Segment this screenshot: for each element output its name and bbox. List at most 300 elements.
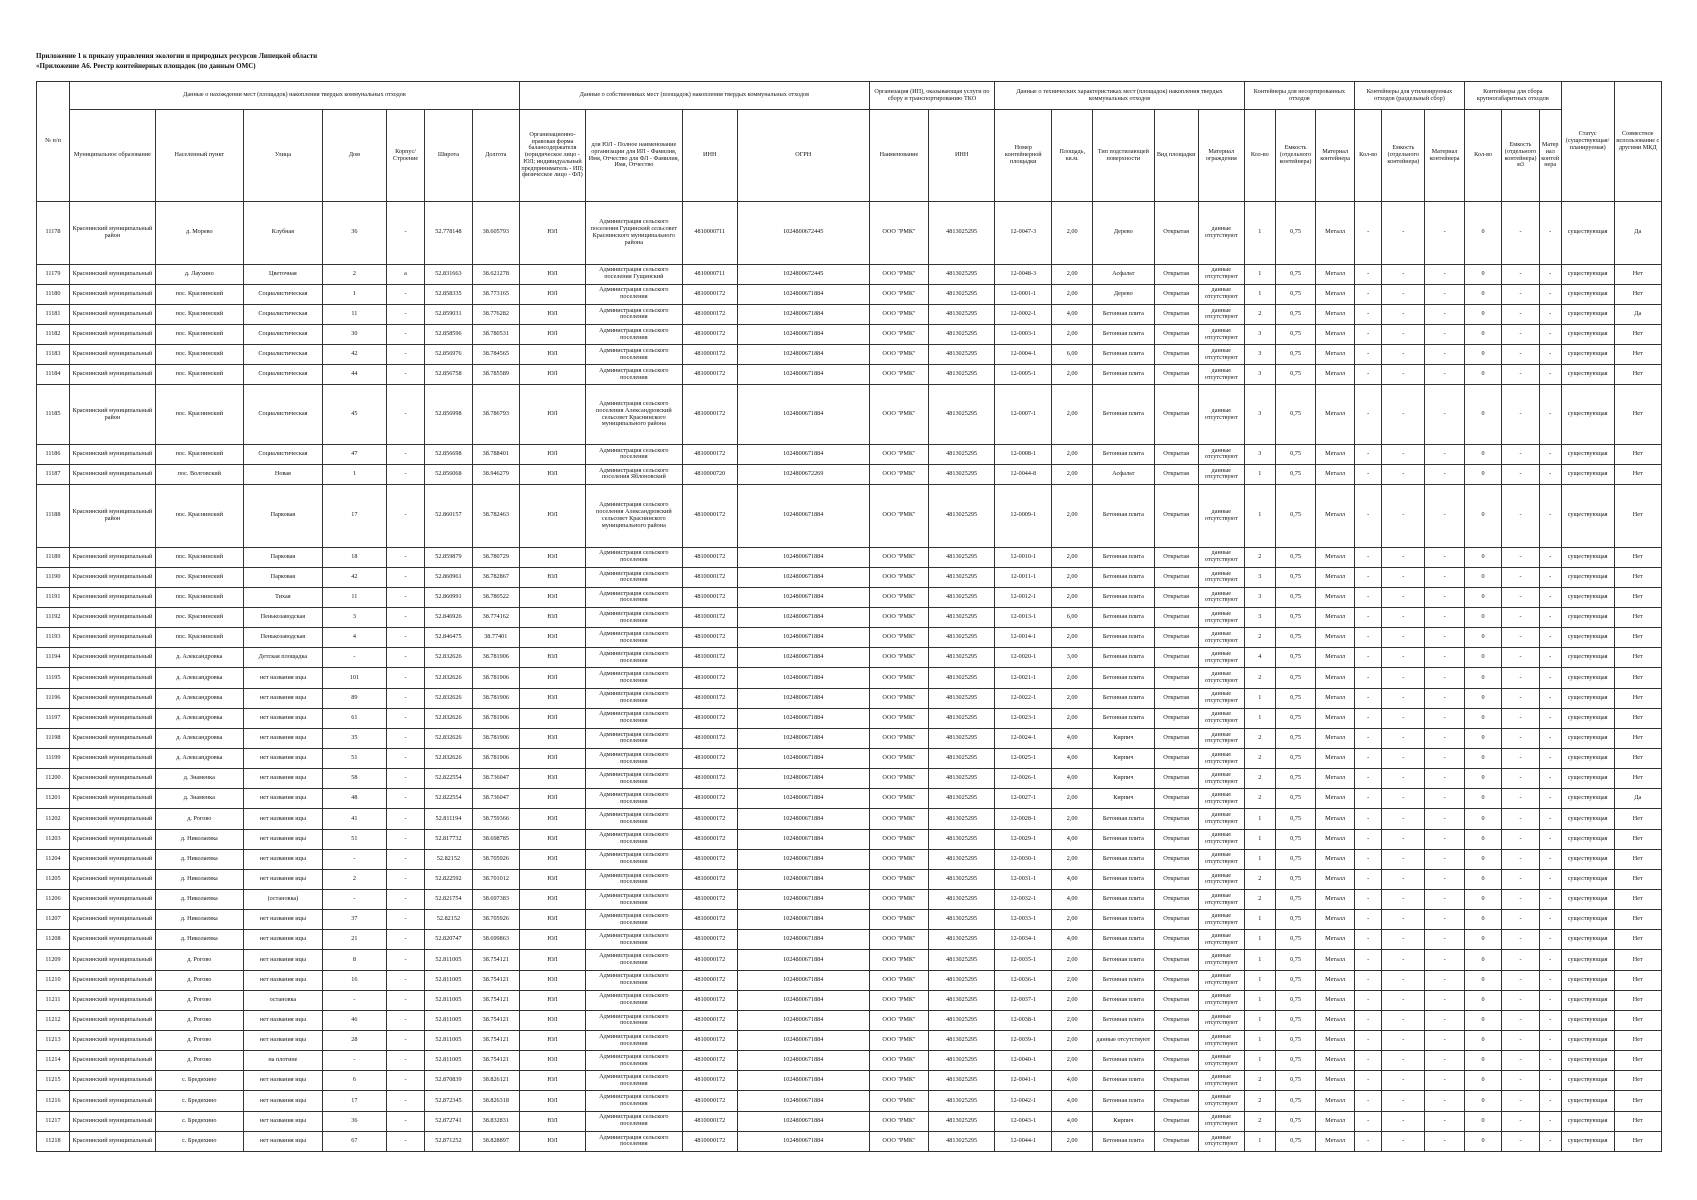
table-cell: ООО "РМК" bbox=[869, 930, 928, 950]
table-cell: 4810000172 bbox=[682, 547, 737, 567]
table-cell: 45 bbox=[322, 385, 386, 444]
table-cell: Администрация сельского поселения bbox=[585, 567, 682, 587]
table-cell: - bbox=[1354, 284, 1382, 304]
table-cell: - bbox=[1425, 1091, 1465, 1111]
table-cell: 2,00 bbox=[1052, 385, 1093, 444]
table-cell: 4813025295 bbox=[929, 648, 995, 668]
table-cell: д. Рогово bbox=[155, 809, 243, 829]
table-cell: - bbox=[386, 728, 425, 748]
table-cell: 4810000720 bbox=[682, 464, 737, 484]
table-cell: 0 bbox=[1464, 324, 1501, 344]
table-cell: - bbox=[1425, 264, 1465, 284]
table-row bbox=[37, 365, 1662, 385]
table-row bbox=[37, 324, 1662, 344]
table-cell: 12-0030-1 bbox=[995, 849, 1052, 869]
table-cell: 12-0044-8 bbox=[995, 464, 1052, 484]
table-cell: - bbox=[386, 829, 425, 849]
table-cell: Открытая bbox=[1154, 345, 1198, 365]
table-cell: - bbox=[1502, 970, 1539, 990]
table-cell: - bbox=[386, 464, 425, 484]
table-cell: 2,00 bbox=[1052, 809, 1093, 829]
table-cell: с. Бредихино bbox=[155, 1111, 243, 1131]
table-cell: - bbox=[1382, 365, 1425, 385]
table-cell: 52.859879 bbox=[425, 547, 472, 567]
table-cell: Бетонная плита bbox=[1093, 1131, 1155, 1151]
table-cell: 52.822554 bbox=[425, 789, 472, 809]
table-cell: на плотине bbox=[243, 1051, 322, 1071]
table-cell: - bbox=[1425, 464, 1465, 484]
table-cell: Краснинский муниципальный bbox=[70, 648, 156, 668]
table-cell: существующая bbox=[1561, 587, 1614, 607]
table-cell: 1024800671884 bbox=[737, 849, 869, 869]
table-cell: д. Рогово bbox=[155, 1051, 243, 1071]
table-cell: 89 bbox=[322, 688, 386, 708]
table-cell: - bbox=[1382, 1010, 1425, 1030]
table-cell: - bbox=[1382, 930, 1425, 950]
table-cell: 12-0007-1 bbox=[995, 385, 1052, 444]
table-cell: 4810000172 bbox=[682, 910, 737, 930]
table-cell: - bbox=[1539, 668, 1561, 688]
table-cell: Металл bbox=[1316, 1071, 1355, 1091]
table-cell: пос. Краснинский bbox=[155, 324, 243, 344]
table-cell: 0,75 bbox=[1275, 264, 1316, 284]
table-cell: 52.860961 bbox=[425, 567, 472, 587]
table-cell: - bbox=[1425, 1071, 1465, 1091]
table-cell: 4813025295 bbox=[929, 1051, 995, 1071]
table-cell: Администрация сельского поселения bbox=[585, 769, 682, 789]
table-cell: - bbox=[386, 749, 425, 769]
table-cell: Металл bbox=[1316, 809, 1355, 829]
table-cell: 4813025295 bbox=[929, 628, 995, 648]
table-cell: данные отсутствуют bbox=[1198, 567, 1244, 587]
table-cell: ЮЛ bbox=[519, 910, 585, 930]
table-cell: 2,00 bbox=[1052, 1131, 1093, 1151]
table-cell: 4813025295 bbox=[929, 910, 995, 930]
table-cell: Нет bbox=[1614, 1091, 1662, 1111]
table-cell: Дерево bbox=[1093, 202, 1155, 265]
table-cell: существующая bbox=[1561, 930, 1614, 950]
table-cell: 1024800671884 bbox=[737, 1030, 869, 1050]
group-header-unsorted-containers: Контейнеры для несортированных отходов bbox=[1244, 82, 1354, 110]
table-cell: Парковая bbox=[243, 567, 322, 587]
table-cell: д. Морево bbox=[155, 202, 243, 265]
table-cell: 52.811005 bbox=[425, 1030, 472, 1050]
table-cell: - bbox=[386, 1111, 425, 1131]
table-row bbox=[37, 1091, 1662, 1111]
table-cell: 12-0043-1 bbox=[995, 1111, 1052, 1131]
table-cell: - bbox=[1425, 1010, 1465, 1030]
table-cell: 12-0022-1 bbox=[995, 688, 1052, 708]
table-cell: - bbox=[1382, 749, 1425, 769]
table-cell: существующая bbox=[1561, 970, 1614, 990]
table-cell: нет названия ицы bbox=[243, 1071, 322, 1091]
table-cell: ЮЛ bbox=[519, 464, 585, 484]
table-cell: д. Николаевка bbox=[155, 889, 243, 909]
table-cell: Краснинский муниципальный bbox=[70, 910, 156, 930]
table-row bbox=[37, 608, 1662, 628]
table-cell: 0 bbox=[1464, 608, 1501, 628]
table-cell: 1024800671884 bbox=[737, 365, 869, 385]
table-cell: Металл bbox=[1316, 345, 1355, 365]
table-cell: - bbox=[1382, 869, 1425, 889]
table-cell: 1024800671884 bbox=[737, 668, 869, 688]
table-cell: - bbox=[1425, 304, 1465, 324]
table-cell: - bbox=[1354, 869, 1382, 889]
table-cell: д. Рогово bbox=[155, 990, 243, 1010]
table-cell: Краснинский муниципальный bbox=[70, 264, 156, 284]
table-cell: - bbox=[1539, 385, 1561, 444]
table-cell: Администрация сельского поселения bbox=[585, 304, 682, 324]
table-cell: Металл bbox=[1316, 587, 1355, 607]
table-cell: - bbox=[386, 284, 425, 304]
table-cell: 0,75 bbox=[1275, 324, 1316, 344]
table-cell: 1024800672445 bbox=[737, 202, 869, 265]
table-cell: 52.858335 bbox=[425, 284, 472, 304]
table-cell: - bbox=[1382, 728, 1425, 748]
table-cell: Администрация сельского поселения bbox=[585, 1131, 682, 1151]
table-row bbox=[37, 1131, 1662, 1151]
table-cell: существующая bbox=[1561, 869, 1614, 889]
table-cell: - bbox=[386, 668, 425, 688]
table-cell: Нет bbox=[1614, 1030, 1662, 1050]
table-cell: существующая bbox=[1561, 608, 1614, 628]
table-cell: - bbox=[1354, 345, 1382, 365]
table-cell: существующая bbox=[1561, 950, 1614, 970]
table-cell: 38.781906 bbox=[472, 648, 519, 668]
table-cell: - bbox=[1539, 950, 1561, 970]
table-cell: Металл bbox=[1316, 749, 1355, 769]
table-cell: - bbox=[1382, 264, 1425, 284]
group-header-recycled-containers: Контейнеры для утилизируемых отходов (раздельный сбор) bbox=[1354, 82, 1464, 110]
table-cell: Нет bbox=[1614, 324, 1662, 344]
table-cell: - bbox=[1502, 587, 1539, 607]
table-cell: 12-0008-1 bbox=[995, 444, 1052, 464]
table-cell: 52.821754 bbox=[425, 889, 472, 909]
table-cell: 52.811005 bbox=[425, 1051, 472, 1071]
table-cell: 0 bbox=[1464, 869, 1501, 889]
table-cell: - bbox=[386, 769, 425, 789]
table-cell: ООО "РМК" bbox=[869, 769, 928, 789]
table-cell: 11186 bbox=[37, 444, 70, 464]
table-cell: 38.784565 bbox=[472, 345, 519, 365]
table-cell: 0,75 bbox=[1275, 789, 1316, 809]
table-cell: 36 bbox=[322, 202, 386, 265]
table-cell: Металл bbox=[1316, 264, 1355, 284]
table-cell: Краснинский муниципальный bbox=[70, 829, 156, 849]
table-cell: - bbox=[322, 990, 386, 1010]
table-cell: нет названия ицы bbox=[243, 849, 322, 869]
table-cell: 12-0035-1 bbox=[995, 950, 1052, 970]
table-cell: - bbox=[1425, 628, 1465, 648]
table-cell: Бетонная плита bbox=[1093, 1051, 1155, 1071]
table-cell: 4810000172 bbox=[682, 365, 737, 385]
table-cell: ООО "РМК" bbox=[869, 628, 928, 648]
table-cell: - bbox=[386, 869, 425, 889]
table-cell: 1024800671884 bbox=[737, 930, 869, 950]
table-cell: Нет bbox=[1614, 648, 1662, 668]
table-cell: существующая bbox=[1561, 910, 1614, 930]
table-cell: - bbox=[1354, 444, 1382, 464]
table-cell: - bbox=[1502, 284, 1539, 304]
table-cell: 38.697383 bbox=[472, 889, 519, 909]
table-cell: Нет bbox=[1614, 668, 1662, 688]
table-cell: Бетонная плита bbox=[1093, 889, 1155, 909]
table-cell: ООО "РМК" bbox=[869, 970, 928, 990]
table-cell: Администрация сельского поселения bbox=[585, 789, 682, 809]
table-cell: 12-0047-3 bbox=[995, 202, 1052, 265]
table-cell: д. Николаевка bbox=[155, 829, 243, 849]
table-cell: 4810000172 bbox=[682, 385, 737, 444]
table-cell: 12-0012-1 bbox=[995, 587, 1052, 607]
table-cell: 11182 bbox=[37, 324, 70, 344]
table-cell: - bbox=[386, 970, 425, 990]
table-cell: 0 bbox=[1464, 970, 1501, 990]
table-cell: ЮЛ bbox=[519, 708, 585, 728]
table-cell: Краснинский муниципальный bbox=[70, 587, 156, 607]
table-cell: данные отсутствуют bbox=[1198, 930, 1244, 950]
table-cell: 2,00 bbox=[1052, 365, 1093, 385]
table-cell: Администрация сельского поселения bbox=[585, 1051, 682, 1071]
col-header: Емкость (отдельного контейнера) м3 bbox=[1502, 110, 1539, 202]
table-cell: 38.754121 bbox=[472, 1051, 519, 1071]
table-cell: - bbox=[1425, 910, 1465, 930]
table-cell: - bbox=[1382, 547, 1425, 567]
table-cell: - bbox=[1425, 1030, 1465, 1050]
table-cell: Администрация сельского поселения bbox=[585, 708, 682, 728]
table-cell: 12-0037-1 bbox=[995, 990, 1052, 1010]
table-cell: 4810000172 bbox=[682, 324, 737, 344]
table-cell: - bbox=[1382, 910, 1425, 930]
table-cell: Клубная bbox=[243, 202, 322, 265]
table-cell: Металл bbox=[1316, 910, 1355, 930]
table-cell: 38.77401 bbox=[472, 628, 519, 648]
table-cell: - bbox=[1539, 910, 1561, 930]
table-cell: 38.605793 bbox=[472, 202, 519, 265]
table-cell: ООО "РМК" bbox=[869, 1051, 928, 1071]
table-cell: Бетонная плита bbox=[1093, 1010, 1155, 1030]
col-header: Кол-во bbox=[1244, 110, 1275, 202]
table-cell: ЮЛ bbox=[519, 648, 585, 668]
table-cell: 12-0032-1 bbox=[995, 889, 1052, 909]
table-cell: 52.860991 bbox=[425, 587, 472, 607]
table-cell: данные отсутствуют bbox=[1198, 910, 1244, 930]
table-cell: Бетонная плита bbox=[1093, 910, 1155, 930]
table-cell: - bbox=[1425, 869, 1465, 889]
table-cell: 3 bbox=[1244, 324, 1275, 344]
table-cell: - bbox=[1539, 1131, 1561, 1151]
table-cell: 41 bbox=[322, 809, 386, 829]
table-row bbox=[37, 1111, 1662, 1131]
table-cell: Нет bbox=[1614, 345, 1662, 365]
table-cell: Краснинский муниципальный bbox=[70, 889, 156, 909]
table-cell: 4813025295 bbox=[929, 950, 995, 970]
table-cell: - bbox=[1502, 304, 1539, 324]
table-cell: - bbox=[1539, 990, 1561, 1010]
table-cell: - bbox=[386, 567, 425, 587]
table-cell: 52.859031 bbox=[425, 304, 472, 324]
table-cell: 11191 bbox=[37, 587, 70, 607]
table-cell: Металл bbox=[1316, 849, 1355, 869]
table-cell: ЮЛ bbox=[519, 829, 585, 849]
table-cell: ЮЛ bbox=[519, 1091, 585, 1111]
table-cell: 1 bbox=[1244, 1010, 1275, 1030]
table-cell: 1 bbox=[1244, 708, 1275, 728]
table-cell: ЮЛ bbox=[519, 990, 585, 1010]
table-cell: - bbox=[1539, 567, 1561, 587]
table-cell: Новая bbox=[243, 464, 322, 484]
table-cell: - bbox=[1425, 728, 1465, 748]
table-cell: 11213 bbox=[37, 1030, 70, 1050]
col-header: Организационно-правовая форма балансодержателя (юридическое лицо - ЮЛ; индивидуальный предприниматель - ИП; физическое лицо - ФЛ) bbox=[519, 110, 585, 202]
table-cell: 0 bbox=[1464, 1010, 1501, 1030]
table-cell: - bbox=[386, 990, 425, 1010]
table-cell: Администрация сельского поселения bbox=[585, 829, 682, 849]
table-cell: ЮЛ bbox=[519, 1030, 585, 1050]
table-cell: Открытая bbox=[1154, 889, 1198, 909]
table-cell: 1 bbox=[1244, 1051, 1275, 1071]
table-cell: Бетонная плита bbox=[1093, 345, 1155, 365]
table-cell: 4810000172 bbox=[682, 930, 737, 950]
table-cell: Металл bbox=[1316, 304, 1355, 324]
table-row bbox=[37, 202, 1662, 265]
table-cell: - bbox=[1502, 464, 1539, 484]
table-cell: - bbox=[1425, 567, 1465, 587]
table-row bbox=[37, 869, 1662, 889]
table-cell: 1024800671884 bbox=[737, 889, 869, 909]
table-cell: - bbox=[1502, 869, 1539, 889]
table-row bbox=[37, 950, 1662, 970]
table-cell: Бетонная плита bbox=[1093, 869, 1155, 889]
table-cell: 0 bbox=[1464, 668, 1501, 688]
header-line-1: Приложение 1 к приказу управления экологии и природных ресурсов Липецкой области bbox=[36, 52, 318, 60]
table-cell: Администрация сельского поселения bbox=[585, 889, 682, 909]
table-cell: Открытая bbox=[1154, 1091, 1198, 1111]
table-cell: Цветочная bbox=[243, 264, 322, 284]
table-cell: существующая bbox=[1561, 1030, 1614, 1050]
table-cell: 4810000711 bbox=[682, 202, 737, 265]
table-cell: 4810000172 bbox=[682, 728, 737, 748]
table-cell: 11208 bbox=[37, 930, 70, 950]
table-cell: 1024800671884 bbox=[737, 910, 869, 930]
table-cell: - bbox=[1382, 849, 1425, 869]
table-cell: 1 bbox=[322, 284, 386, 304]
table-cell: 11204 bbox=[37, 849, 70, 869]
table-cell: - bbox=[1382, 1030, 1425, 1050]
table-cell: - bbox=[1354, 829, 1382, 849]
table-cell: - bbox=[1539, 284, 1561, 304]
table-cell: Краснинский муниципальный район bbox=[70, 385, 156, 444]
table-cell: 38.736047 bbox=[472, 769, 519, 789]
table-cell: 1024800671884 bbox=[737, 809, 869, 829]
table-cell: 4813025295 bbox=[929, 889, 995, 909]
table-cell: 11200 bbox=[37, 769, 70, 789]
table-cell: Открытая bbox=[1154, 365, 1198, 385]
table-cell: Бетонная плита bbox=[1093, 628, 1155, 648]
table-cell: - bbox=[1354, 587, 1382, 607]
table-cell: Нет bbox=[1614, 990, 1662, 1010]
table-cell: данные отсутствуют bbox=[1198, 284, 1244, 304]
table-cell: 4813025295 bbox=[929, 1111, 995, 1131]
table-cell: Администрация сельского поселения bbox=[585, 668, 682, 688]
table-cell: 0 bbox=[1464, 849, 1501, 869]
table-cell: - bbox=[1382, 628, 1425, 648]
table-cell: Администрация сельского поселения bbox=[585, 284, 682, 304]
table-cell: 0 bbox=[1464, 1091, 1501, 1111]
table-cell: - bbox=[1354, 708, 1382, 728]
table-cell: 1024800671884 bbox=[737, 567, 869, 587]
table-cell: существующая bbox=[1561, 668, 1614, 688]
table-cell: 4813025295 bbox=[929, 1030, 995, 1050]
table-cell: 4810000172 bbox=[682, 1071, 737, 1091]
table-cell: - bbox=[1425, 1111, 1465, 1131]
table-cell: 0 bbox=[1464, 1111, 1501, 1131]
table-cell: ООО "РМК" bbox=[869, 547, 928, 567]
table-cell: Открытая bbox=[1154, 849, 1198, 869]
table-cell: - bbox=[1502, 1131, 1539, 1151]
table-cell: Открытая bbox=[1154, 970, 1198, 990]
table-cell: 52.856758 bbox=[425, 365, 472, 385]
table-cell: 12-0048-3 bbox=[995, 264, 1052, 284]
table-row bbox=[37, 648, 1662, 668]
table-cell: 1024800671884 bbox=[737, 547, 869, 567]
table-cell: Открытая bbox=[1154, 869, 1198, 889]
table-cell: Нет bbox=[1614, 869, 1662, 889]
table-cell: 0,75 bbox=[1275, 608, 1316, 628]
table-cell: Металл bbox=[1316, 608, 1355, 628]
table-cell: Нет bbox=[1614, 444, 1662, 464]
table-cell: 0 bbox=[1464, 749, 1501, 769]
table-cell: 4813025295 bbox=[929, 1091, 995, 1111]
table-cell: пос. Краснинский bbox=[155, 485, 243, 548]
group-header-location: Данные о нахождении мест (площадок) накопления твердых коммунальных отходов bbox=[70, 82, 520, 110]
table-cell: 38.774162 bbox=[472, 608, 519, 628]
table-cell: Нет bbox=[1614, 970, 1662, 990]
table-cell: нет названия ицы bbox=[243, 708, 322, 728]
table-cell: 0,75 bbox=[1275, 628, 1316, 648]
table-cell: остановка bbox=[243, 990, 322, 1010]
table-cell: д. Александровка bbox=[155, 749, 243, 769]
table-cell: Детская площадка bbox=[243, 648, 322, 668]
table-cell: - bbox=[1502, 708, 1539, 728]
table-cell: 4,00 bbox=[1052, 728, 1093, 748]
table-cell: ЮЛ bbox=[519, 485, 585, 548]
table-cell: - bbox=[1539, 809, 1561, 829]
table-row bbox=[37, 769, 1662, 789]
table-row bbox=[37, 385, 1662, 444]
table-row bbox=[37, 990, 1662, 1010]
table-cell: - bbox=[386, 648, 425, 668]
table-cell: 4813025295 bbox=[929, 444, 995, 464]
table-cell: - bbox=[1425, 708, 1465, 728]
table-cell: Бетонная плита bbox=[1093, 1091, 1155, 1111]
table-cell: 2 bbox=[1244, 668, 1275, 688]
table-cell: 4813025295 bbox=[929, 485, 995, 548]
table-cell: 1024800671884 bbox=[737, 608, 869, 628]
table-cell: Бетонная плита bbox=[1093, 567, 1155, 587]
table-cell: - bbox=[1425, 1131, 1465, 1151]
table-cell: 4 bbox=[322, 628, 386, 648]
table-cell: 38.773165 bbox=[472, 284, 519, 304]
col-header: ИНН bbox=[682, 110, 737, 202]
table-cell: данные отсутствуют bbox=[1198, 749, 1244, 769]
table-cell: - bbox=[1539, 1091, 1561, 1111]
container-sites-registry-table bbox=[36, 81, 1662, 1152]
table-cell: Бетонная плита bbox=[1093, 547, 1155, 567]
table-cell: 11202 bbox=[37, 809, 70, 829]
table-cell: Открытая bbox=[1154, 708, 1198, 728]
table-cell: - bbox=[1382, 1131, 1425, 1151]
table-cell: - bbox=[1354, 990, 1382, 1010]
